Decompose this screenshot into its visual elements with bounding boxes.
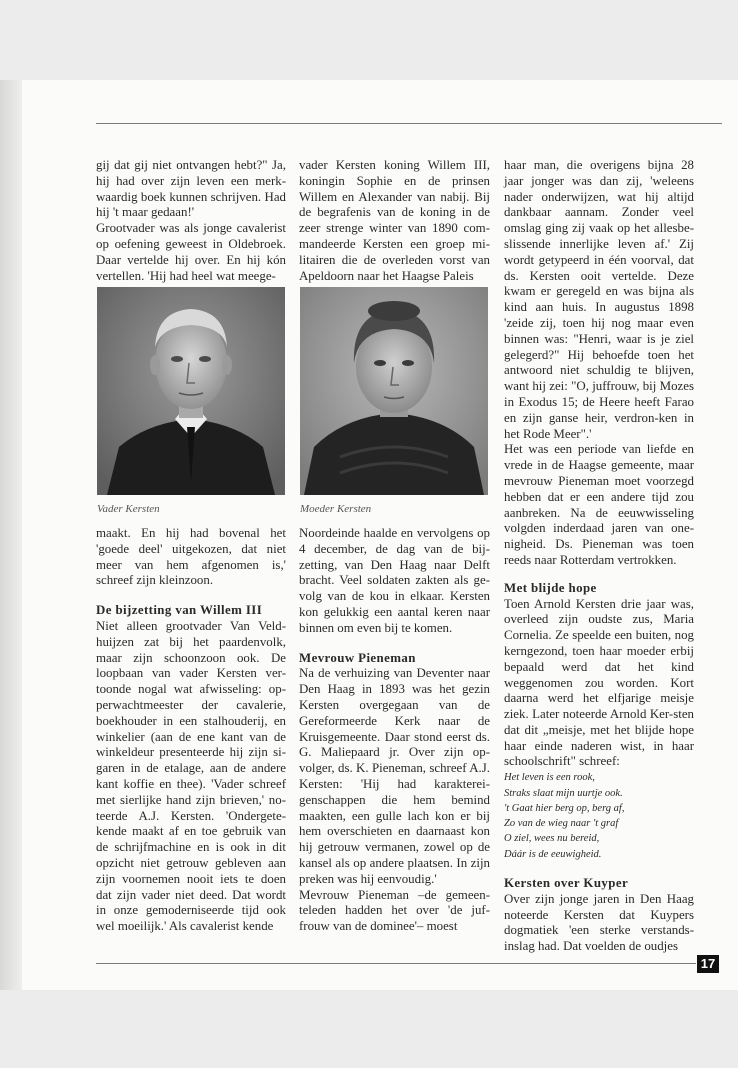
column-1-top [96, 158, 286, 284]
section-heading: Kersten over Kuyper [504, 876, 629, 891]
paragraph: Mevrouw Pieneman –de gemeen-teleden hadden het over 'de juf-frouw van de dominee'– moest [299, 887, 490, 934]
page-number: 17 [697, 955, 719, 973]
bottom-rule [96, 963, 696, 964]
poem-line: Dáár is de eeuwigheid. [504, 848, 602, 860]
paragraph: Noordeinde haalde en vervolgens op 4 december, de dag van de bij-zetting, van Den Haag naar Delft bracht. Veel soldaten zakten als ge-volg van de kou in elkaar. Kersten kon gelukkig een aantal keren naar binnen om even bij te komen. [299, 526, 490, 635]
paragraph: gij dat gij niet ontvangen hebt?" Ja, hij had over zijn leven een merk-waardig boek kunnen schrijven. Had hij 't maar gedaan!' [96, 158, 286, 220]
paragraph: Over zijn jonge jaren in Den Haag noteerde Kersten dat Kuypers dogmatiek 'een sterke verstands-inslag had. Dat voelden de oudjes [504, 891, 694, 954]
paragraph: vader Kersten koning Willem III, koningin Sophie en de prinsen Willem en Alexander van nabij. Bij de begrafenis van de koning in de zeer strenge winter van 1890 com-mandeerde Kersten een groep mi-litairen die de overleden vorst van Apeldoorn naar het Haagse Paleis [299, 158, 490, 283]
paragraph: Na de verhuizing van Deventer naar Den Haag in 1893 was het gezin Kersten overgegaan van de Gereformeerde Kerk naar de Kruisgemeente. Daar stond eerst ds. G. Maliepaard jr. Over zijn op-volger, ds. K. Pieneman, schreef A.J. Kersten: 'Hij had karakterei-genschappen die hem bemind maakten, een gulle lach kon er bij hem overschieten en daarnaast kon hij getrouw vermanen, zowel op de kansel als op andere plaatsen. In zijn preken was hij eenvoudig.' [299, 666, 490, 886]
paragraph: Toen Arnold Kersten drie jaar was, overleed zijn oudste zus, Maria Cornelia. Ze speelde een buiten, nog kerngezond, toen haar moeder erbij bepaald werd dat het kind weggenomen zou worden. Kort daarna werd het elfjarige meisje ziek. Later noteerde Arnold Ker-sten dat dit „meisje, met het blijde hope haar einde naderen wist, in haar schoolschrift" schreef: [504, 596, 694, 769]
book-gutter [0, 80, 22, 990]
poem-line: O ziel, wees nu bereid, [504, 833, 600, 845]
paragraph: maakt. En hij had bovenal het 'goede deel' uitgekozen, dat niet meer van hem afgenomen is,' schreef zijn kleinzoon. [96, 526, 286, 588]
paragraph: haar man, die overigens bijna 28 jaar jonger was dan zij, 'weleens nader onderwijzen, wat hij altijd dankbaar aannam. Zonder veel omslag ging zij vaak op het allesbe-slissende innerlijke leven af.' Zij wordt getypeerd in één voorval, dat ds. Kersten ooit vertelde. Deze kwam er geregeld en was bijna als kind aan huis. In augustus 1898 'zeide zij, toen hij nog maar even binnen was: "Henri, waar is je ziel gelegerd?" Hij behoefde toen het antwoord niet schuldig te blijven, want hij zei: "O, juffrouw, bij Mozes in Exodus 15; de Heere heeft Farao en zijn ganse heir, verdron-ken in het Rode Meer".' [504, 158, 694, 441]
column-3 [504, 158, 694, 955]
poem [504, 770, 694, 862]
section-heading: Met blijde hope [504, 580, 597, 595]
poem-line: Zo van de wieg naar 't graf [504, 818, 619, 830]
paragraph: Grootvader was als jonge cavalerist op oefening geweest in Oldebroek. Daar vertelde hij over. En hij kón vertellen. 'Hij had heel wat meege- [96, 221, 286, 283]
photo-vader-kersten [97, 287, 285, 495]
photo-caption: Vader Kersten [97, 503, 160, 515]
top-rule [96, 123, 722, 124]
paragraph: Niet alleen grootvader Van Veld-huijzen zat bij het paardenvolk, maar zijn schoonzoon ook. De loopbaan van vader Kersten ver-toonde nogal wat afwisseling: op-perwachtmeester der cavalerie, boekhouder in een stalhouderij, en winkelier (aan de ene kant van de winkeldeur presenteerde hij zijn si-garen in de etalage, aan de andere kant koffie en thee). 'Vader schreef met sierlijke hand zijn brieven,' no-teerde A.J. Kersten. 'Ondergete-kende maakt af en toe gebruik van de schrijfmachine en is ook in dit opzicht niet getrouw gebleven aan zijn voornemen nooit iets te doen dat zijn vader niet deed. Dat wordt in onze gemoderniseerde tijd ook wel moeilijk.' Als cavalerist kende [96, 618, 286, 934]
photo-caption: Moeder Kersten [300, 503, 372, 515]
photo-moeder-kersten [300, 287, 488, 495]
poem-line: Straks slaat mijn uurtje ook. [504, 787, 623, 799]
column-2-top [299, 158, 490, 284]
column-1-bottom [96, 526, 286, 935]
poem-line: Het leven is een rook, [504, 772, 595, 784]
column-2-bottom [299, 526, 490, 935]
poem-line: 't Gaat hier berg op, berg af, [504, 802, 625, 814]
section-heading: De bijzetting van Willem III [96, 603, 263, 618]
paragraph: Het was een periode van liefde en vrede in de Haagse gemeente, maar mevrouw Pieneman moet voorzegd hebben dat er een andere tijd zou aanbreken. Na de eeuwwisseling volgden inderdaad jaren van one-nigheid. Ds. Pieneman was toen reeds naar Rotterdam vertrokken. [504, 442, 694, 567]
section-heading: Mevrouw Pieneman [299, 650, 416, 665]
